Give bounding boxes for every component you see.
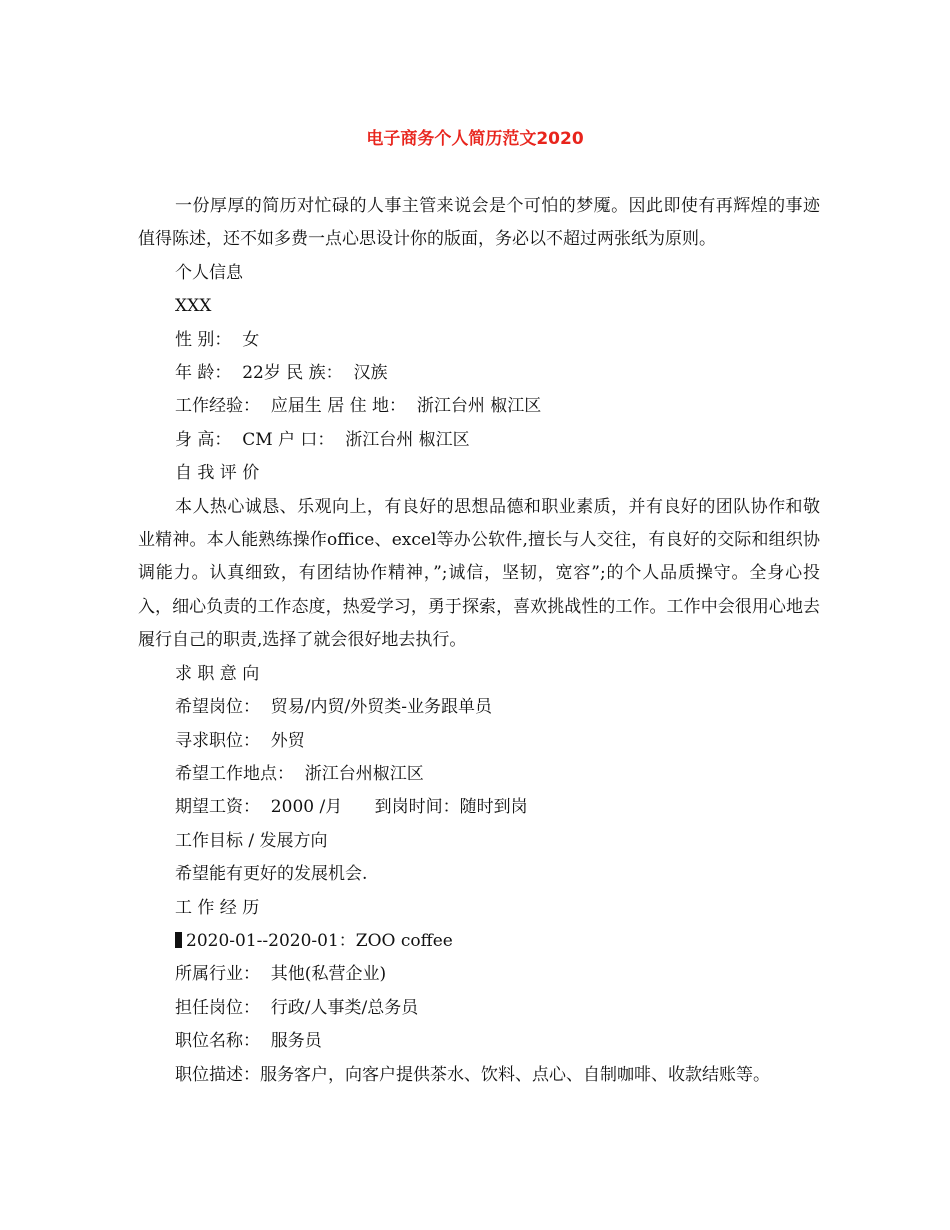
work-history-heading: 工 作 经 历 bbox=[175, 897, 260, 918]
height-hukou-line: 身 高： CM 户 口： 浙江台州 椒江区 bbox=[175, 429, 470, 450]
gender-line: 性 别： 女 bbox=[175, 329, 260, 350]
document-title: 电子商务个人简历范文2020 bbox=[366, 129, 584, 149]
document-body bbox=[138, 190, 820, 1092]
salary-start-line: 期望工资： 2000 /月 到岗时间：随时到岗 bbox=[175, 797, 528, 818]
desired-position-line: 希望岗位： 贸易/内贸/外贸类-业务跟单员 bbox=[175, 697, 493, 718]
seeking-position-line: 寻求职位： 外贸 bbox=[175, 730, 305, 751]
age-ethnicity-line: 年 龄： 22岁 民 族： 汉族 bbox=[175, 363, 388, 384]
industry-line: 所属行业： 其他(私营企业) bbox=[175, 964, 387, 985]
work-entry-period bbox=[138, 925, 820, 958]
goal-text: 希望能有更好的发展机会. bbox=[175, 864, 368, 885]
self-evaluation-paragraph: 本人热心诚恳、乐观向上，有良好的思想品德和职业素质，并有良好的团队协作和敬业精神。本人能熟练操作office、excel等办公软件,擅长与人交往，有良好的交际和组织协调能力。认真细致，有团结协作精神，”;诚信，坚韧，宽容”;的个人品质操守。全身心投入，细心负责的工作态度，热爱学习，勇于探索，喜欢挑战性的工作。工作中会很用心地去履行自己的职责,选择了就会很好地去执行。 bbox=[138, 496, 820, 651]
bullet-marker bbox=[175, 932, 182, 948]
self-evaluation-heading: 自 我 评 价 bbox=[175, 463, 260, 484]
experience-residence-line: 工作经验： 应届生 居 住 地： 浙江台州 椒江区 bbox=[175, 396, 542, 417]
job-intention-heading: 求 职 意 向 bbox=[175, 663, 260, 684]
name-line: XXX bbox=[175, 296, 212, 317]
work-entry-period-text: 2020-01--2020-01：ZOO coffee bbox=[186, 930, 453, 951]
personal-info-heading: 个人信息 bbox=[175, 262, 243, 283]
job-description-line: 职位描述：服务客户，向客户提供茶水、饮料、点心、自制咖啡、收款结账等。 bbox=[175, 1064, 770, 1085]
job-title-line: 职位名称： 服务员 bbox=[175, 1031, 322, 1052]
goal-heading: 工作目标 / 发展方向 bbox=[175, 830, 328, 851]
intro-paragraph: 一份厚厚的简历对忙碌的人事主管来说会是个可怕的梦魇。因此即使有再辉煌的事迹值得陈述，还不如多费一点心思设计你的版面，务必以不超过两张纸为原则。 bbox=[138, 196, 820, 250]
position-line: 担任岗位： 行政/人事类/总务员 bbox=[175, 997, 419, 1018]
desired-location-line: 希望工作地点： 浙江台州椒江区 bbox=[175, 763, 424, 784]
